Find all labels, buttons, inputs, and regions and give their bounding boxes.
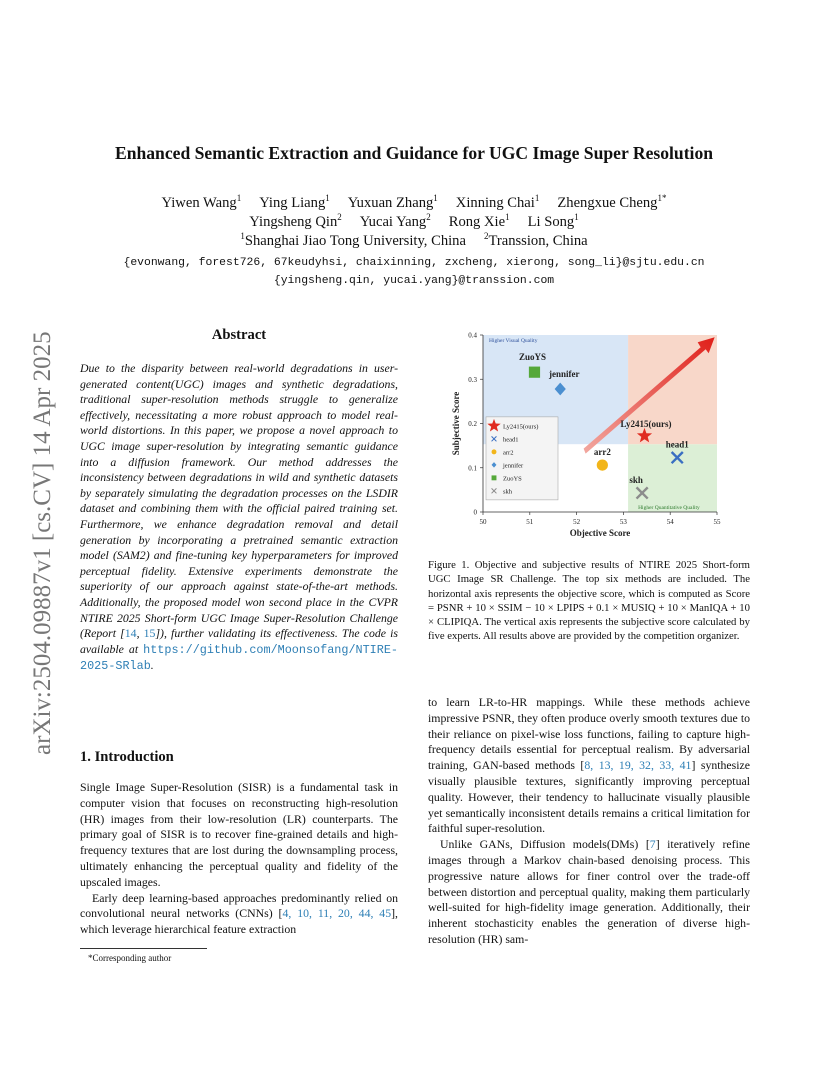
citation-link[interactable]: 15 bbox=[143, 626, 156, 641]
col2-paragraph-1: to learn LR-to-HR mappings. While these methods achieve impressive PSNR, they often produce overly smooth textures due to their reliance on pixel-wise loss functions, failing to capture high-frequency details essential for perceptual realism. By adversarial training, GAN-based methods [8, 13, 19, 32, 33, 41] synthesize visually plausible textures, significantly improving perceptual quality. However, their tendency to hallucinate visually plausible yet semantically inconsistent details remains a critical limitation for faithful super-resolution. bbox=[428, 695, 750, 836]
y-axis-label: Subjective Score bbox=[451, 391, 461, 456]
point-label: ZuoYS bbox=[518, 352, 546, 363]
arxiv-identifier bbox=[20, 285, 60, 755]
intro-paragraph-2: Early deep learning-based approaches predominantly relied on convolutional neural networks (CNNs) [4, 10, 11, 20, 44, 45], which leverage hierarchical feature extraction bbox=[80, 890, 398, 937]
legend-label: skh bbox=[503, 488, 513, 496]
affiliations bbox=[0, 233, 828, 250]
point-label: head1 bbox=[665, 439, 689, 450]
legend-label: Ly2415(ours) bbox=[503, 423, 539, 431]
author-name: Ying Liang$^1$ bbox=[259, 193, 330, 211]
y-tick-label: 0 bbox=[473, 508, 477, 517]
author-name: Rong Xie$^1$ bbox=[448, 212, 510, 230]
point-label: skh bbox=[629, 474, 643, 485]
x-axis-label: Objective Score bbox=[569, 528, 631, 538]
legend-label: jennifer bbox=[503, 462, 524, 470]
y-tick-label: 0.4 bbox=[468, 331, 477, 340]
footnote-rule bbox=[80, 948, 207, 949]
author-name: Zhengxue Cheng$^{1*}$ bbox=[557, 193, 667, 211]
x-tick-label: 55 bbox=[713, 518, 721, 526]
y-tick-label: 0.1 bbox=[468, 464, 477, 473]
section-heading-introduction: 1. Introduction bbox=[80, 749, 174, 765]
citation-link[interactable]: 4, 10, 11, 20, 44, 45 bbox=[282, 906, 392, 921]
x-tick-label: 50 bbox=[479, 518, 487, 526]
citation-link[interactable]: 14 bbox=[124, 626, 137, 641]
paper-title: Enhanced Semantic Extraction and Guidance for UGC Image Super Resolution bbox=[114, 143, 714, 163]
legend-label: arr2 bbox=[503, 449, 514, 457]
emails-line-2: {yingsheng.qin, yucai.yang}@transsion.com bbox=[273, 275, 555, 287]
marker-square bbox=[529, 367, 540, 378]
abstract-text: Due to the disparity between real-world degradations in user-generated content(UGC) images and synthetic degradations, traditional super-resolution methods struggle to generalize effectively, necessitating a more robust approach to model real-world distortions. In this paper, we propose a novel approach to UGC image super-resolution by integrating semantic guidance into a diffusion framework. Our method addresses the inconsistency between degradations in wild and synthetic datasets by separately simulating the degradation processes on the LSDIR dataset and combining them with the official paired training set. Furthermore, we enhance degradation removal and detail generation by incorporating a pretrained semantic extraction model (SAM2) and fine-tuning key hyperparameters for improved perceptual fidelity. Extensive experiments demonstrate the superiority of our approach against state-of-the-art methods. Additionally, the proposed model won second place in the CVPR NTIRE 2025 Short-form UGC Image Super-Resolution Challenge (Report [14, 15]), further validating its effectiveness. The code is available at https://github.com/Moonsofang/NTIRE-2025-SRlab. bbox=[80, 361, 398, 674]
author-name: Yingsheng Qin$^2$ bbox=[249, 212, 342, 230]
citation-link[interactable]: 7 bbox=[649, 837, 656, 852]
citation-link[interactable]: 8, 13, 19, 32, 33, 41 bbox=[584, 758, 692, 773]
emails-line-1: {evonwang, forest726, 67keudyhsi, chaixinning, zxcheng, xierong, song_li}@sjtu.edu.cn bbox=[123, 257, 705, 269]
author-name: Yiwen Wang$^1$ bbox=[161, 193, 242, 211]
x-tick-label: 53 bbox=[619, 518, 627, 526]
scatter-plot bbox=[440, 327, 750, 539]
code-url-link[interactable]: https://github.com/Moonsofang/NTIRE-2025-SRlab bbox=[80, 642, 398, 674]
quadrant-label-quantitative: Higher Quantitative Quality bbox=[638, 505, 700, 511]
affiliation: $^2$Transsion, China bbox=[483, 231, 588, 249]
intro-paragraph-1: Single Image Super-Resolution (SISR) is a fundamental task in computer vision that focuses on reconstructing high-resolution (HR) images from their low-resolution (LR) counterparts. The primary goal of SISR is to recover fine-grained details and high-frequency textures that are lost during the downsampling process, ultimately enhancing the perceptual quality and fidelity of the upscaled images. bbox=[80, 780, 398, 889]
author-name: Xinning Chai$^1$ bbox=[455, 193, 540, 211]
introduction-text bbox=[80, 780, 398, 938]
y-tick-label: 0.3 bbox=[468, 375, 477, 384]
marker-circle bbox=[597, 459, 608, 470]
authors-line-1 bbox=[0, 195, 828, 212]
y-tick-label: 0.2 bbox=[468, 420, 477, 428]
legend-label: head1 bbox=[503, 436, 519, 444]
right-column-text bbox=[428, 695, 750, 948]
x-tick-label: 54 bbox=[666, 518, 674, 526]
footnote: *Corresponding author bbox=[88, 953, 172, 963]
abstract-heading: Abstract bbox=[211, 327, 267, 343]
point-label: jennifer bbox=[548, 368, 580, 379]
figure-1-chart bbox=[440, 327, 750, 539]
figure-1-caption: Figure 1. Objective and subjective results of NTIRE 2025 Short-form UGC Image SR Challenge. The top six methods are included. The horizontal axis represents the objective score, which is computed as Score = PSNR + 10 × SSIM − 10 × LPIPS + 0.1 × MUSIQ + 10 × ManIQA + 10 × CLIPIQA. The vertical axis represents the subjective score calculated by five experts. All results above are provided by the competition organizer. bbox=[428, 559, 750, 643]
col2-paragraph-2: Unlike GANs, Diffusion models(DMs) [7] iteratively refine images through a Markov chain-based denoising process. This progressive nature allows for finer control over the trade-off between distortion and perceptual quality, making them particularly well-suited for high-fidelity image generation. Additionally, their inherent stochasticity enables the generation of diverse high-resolution (HR) sam- bbox=[428, 837, 750, 946]
point-label: Ly2415(ours) bbox=[620, 418, 672, 429]
point-label: arr2 bbox=[593, 447, 611, 458]
author-name: Li Song$^1$ bbox=[527, 212, 579, 230]
authors-line-2 bbox=[0, 214, 828, 231]
affiliation: $^1$Shanghai Jiao Tong University, China bbox=[240, 231, 466, 249]
author-name: Yuxuan Zhang$^1$ bbox=[347, 193, 438, 211]
quadrant-label-visual: Higher Visual Quality bbox=[489, 338, 538, 344]
marker-square bbox=[492, 475, 497, 480]
svg-text:arXiv:2504.09887v1 [cs.CV] 1: arXiv:2504.09887v1 [cs.CV] 14 Apr 2025 bbox=[29, 331, 56, 755]
x-tick-label: 51 bbox=[526, 518, 534, 526]
legend-label: ZuoYS bbox=[503, 475, 522, 483]
x-tick-label: 52 bbox=[573, 518, 581, 526]
author-name: Yucai Yang$^2$ bbox=[359, 212, 431, 230]
marker-circle bbox=[492, 449, 497, 454]
